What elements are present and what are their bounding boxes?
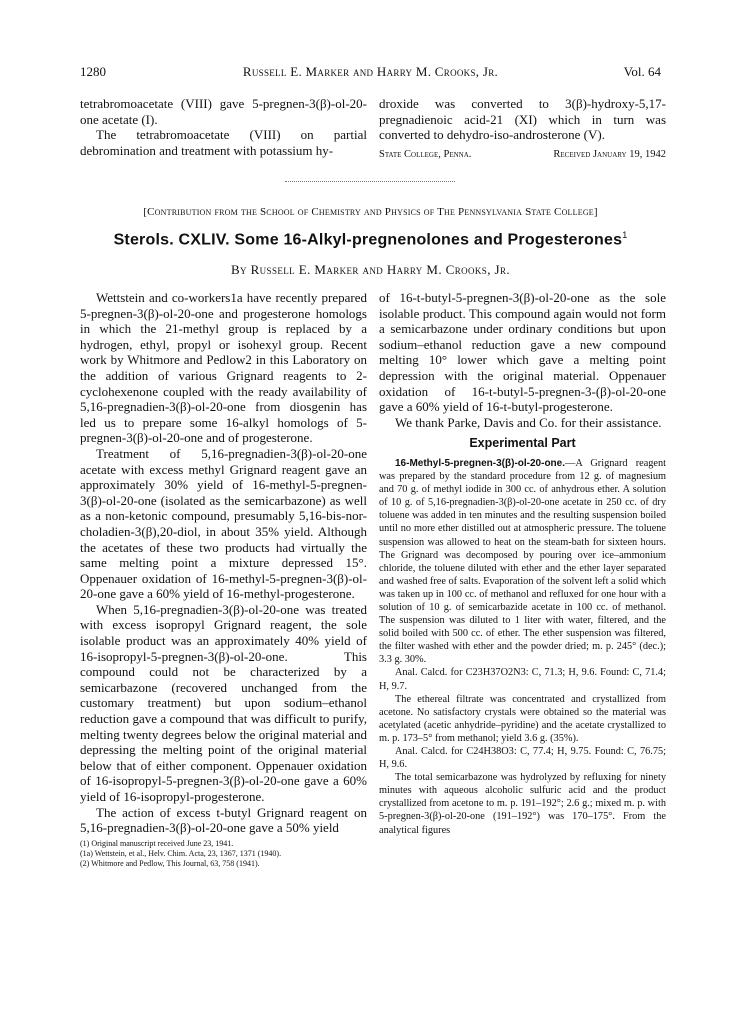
analysis-line: Anal. Calcd. for C23H37O2N3: C, 71.3; H, 9.6. Found: C, 71.4; H, 9.7. [379, 667, 666, 692]
body-paragraph: When 5,16-pregnadien-3(β)-ol-20-one was treated with excess isopropyl Grignard reagent, the sole isolable product was an approximately 40% yield of 16-isopropyl-5-pregnen-3(β)-ol-20-one. This compound could not be characterized by a semicarbazone (recovered unchanged from the customary treatment) but upon sodium–ethanol reduction gave a compound that was difficult to purify, melting twenty degrees below the original material and depressing the melting point of the original material below that of either component. Oppenauer oxidation of 16-isopropyl-5-pregnen-3(β)-ol-20-one gave a 60% yield of 16-isopropyl-progesterone. [80, 601, 367, 804]
left-column [80, 290, 367, 869]
page-number: 1280 [80, 64, 106, 79]
section-heading: Experimental Part [469, 436, 576, 451]
affiliation-line [379, 147, 666, 163]
previous-article-paragraph: The tetrabromoacetate (VIII) on partial debromination and treatment with potassium hy- [80, 127, 367, 158]
compound-name: 16-Methyl-5-pregnen-3(β)-ol-20-one. [395, 457, 566, 469]
volume-label: Vol. 64 [623, 64, 661, 79]
experimental-paragraph: The total semicarbazone was hydrolyzed by refluxing for ninety minutes with aqueous alcoholic sulfuric acid and the product crystallized from acetone to m. p. 191–192°; 2.6 g.; mixed m. p. with 5-pregnen-3(β)-ol-20-one (191–192°) was 170–175°. From the analytical figures [379, 772, 666, 836]
affiliation: State College, Penna. [379, 148, 472, 160]
analysis-line: Anal. Calcd. for C24H38O3: C, 77.4; H, 9.75. Found: C, 76.75; H, 9.6. [379, 746, 666, 771]
footnote: (1a) Wettstein, et al., Helv. Chim. Acta, 23, 1367, 1371 (1940). [80, 848, 282, 858]
article-title-text: Sterols. CXLIV. Some 16-Alkyl-pregnenolones and Progesterones [113, 231, 623, 249]
previous-article-left-column [80, 96, 367, 158]
previous-article-paragraph: tetrabromoacetate (VIII) gave 5-pregnen-3(β)-ol-20-one acetate (I). [80, 96, 367, 127]
article-title [80, 230, 661, 249]
body-paragraph: Wettstein and co-workers1a have recently prepared 5-pregnen-3(β)-ol-20-one and progesterone homologs in which the 21-methyl group is replaced by a hydrogen, ethyl, propyl or isohexyl group. Recent work by Whitmore and Pedlow2 in this Laboratory on the addition of various Grignard reagents to 2-cyclohexenone coupled with the ready availability of 5,16-pregnadien-3(β)-ol-20-one from diosgenin has led us to prepare some 16-alkyl homologs of 5-pregnen-3(β)-ol-20-one and of progesterone. [80, 290, 367, 446]
byline: By Russell E. Marker and Harry M. Crooks, Jr. [230, 262, 511, 277]
article-divider [285, 181, 455, 182]
body-paragraph: Treatment of 5,16-pregnadien-3(β)-ol-20-one acetate with excess methyl Grignard reagent gave an approximately 30% yield of 16-methyl-5-pregnen-3(β)-ol-20-one (isolated as the semicarbazone) as well as a non-ketonic compound, presumably 5,16-bis-nor-choladien-3(β),20-diol, in about 35% yield. Although the acetates of these two products had virtually the same melting point a mixture depressed 15°. Oppenauer oxidation of 16-methyl-5-pregnen-3(β)-ol-20-one gave a 60% yield of 16-methyl-progesterone. [80, 445, 367, 602]
right-column [379, 290, 666, 837]
contribution-line: [Contribution from the School of Chemistry and Physics of The Pennsylvania State College] [143, 206, 598, 218]
experimental-paragraph: The ethereal filtrate was concentrated and crystallized from acetone. No satisfactory crystals were obtained so the material was acetylated (acetic anhydride–pyridine) and the acetate crystallized to m. p. 173–5° from methanol; yield 3.6 g. (35%). [379, 693, 666, 744]
running-header [80, 64, 661, 82]
previous-article-right-column [379, 96, 666, 162]
previous-article-paragraph: droxide was converted to 3(β)-hydroxy-5,17-pregnadienoic acid-21 (XI) which in turn was converted to dehydro-iso-androsterone (V). [379, 96, 666, 143]
footnotes [80, 839, 367, 869]
footnote: (1) Original manuscript received June 23, 1941. [80, 838, 234, 848]
experimental-paragraph [379, 457, 666, 667]
acknowledgment: We thank Parke, Davis and Co. for their assistance. [395, 414, 662, 430]
procedure-text: —A Grignard reagent was prepared by the standard procedure from 12 g. of magnesium and 70 g. of methyl iodide in 300 cc. of anhydrous ether. A solution of 10 g. of 5,16-pregnadien-3(β)-ol-20-one acetate in 250 cc. of dry toluene was added in ten minutes and the resulting suspension boiled until no more ether distilled out at atmospheric pressure. The toluene suspension was allowed to heat on the steam-bath for sixteen hours. The Grignard was decomposed by pouring over ice–ammonium chloride, the toluene diluted with ether and the ether layer separated and washed free of salts. Evaporation of the solvent left a solid which was taken up in 100 cc. of methanol and refluxed for one hour with a solution of 10 g. of semicarbazide acetate in 100 cc. of methanol. The suspension was diluted to 1 liter with water, filtered, and the solid boiled with 500 cc. of ether. The ether suspension was filtered, the filter washed with ether and the powder dried; m. p. 245° (dec.); 3.3 g. 30%. [379, 457, 666, 666]
title-footnote-marker: 1 [622, 230, 628, 240]
running-title: Russell E. Marker and Harry M. Crooks, Jr. [242, 64, 499, 79]
received-date: Received January 19, 1942 [553, 148, 666, 160]
body-paragraph: The action of excess t-butyl Grignard reagent on 5,16-pregnadien-3(β)-ol-20-one gave a 50% yield [80, 804, 367, 836]
body-paragraph: of 16-t-butyl-5-pregnen-3(β)-ol-20-one as the sole isolable product. This compound again would not form a semicarbazone under ordinary conditions but upon sodium–ethanol reduction gave a new compound melting 10° lower which gave a melting point depression with the original material. Oppenauer oxidation of 16-t-butyl-5-pregnen-3-(β)-ol-20-one gave a 60% yield of 16-t-butyl-progesterone. [379, 290, 666, 415]
footnote: (2) Whitmore and Pedlow, This Journal, 63, 758 (1941). [80, 858, 260, 868]
experimental-section [379, 457, 666, 837]
